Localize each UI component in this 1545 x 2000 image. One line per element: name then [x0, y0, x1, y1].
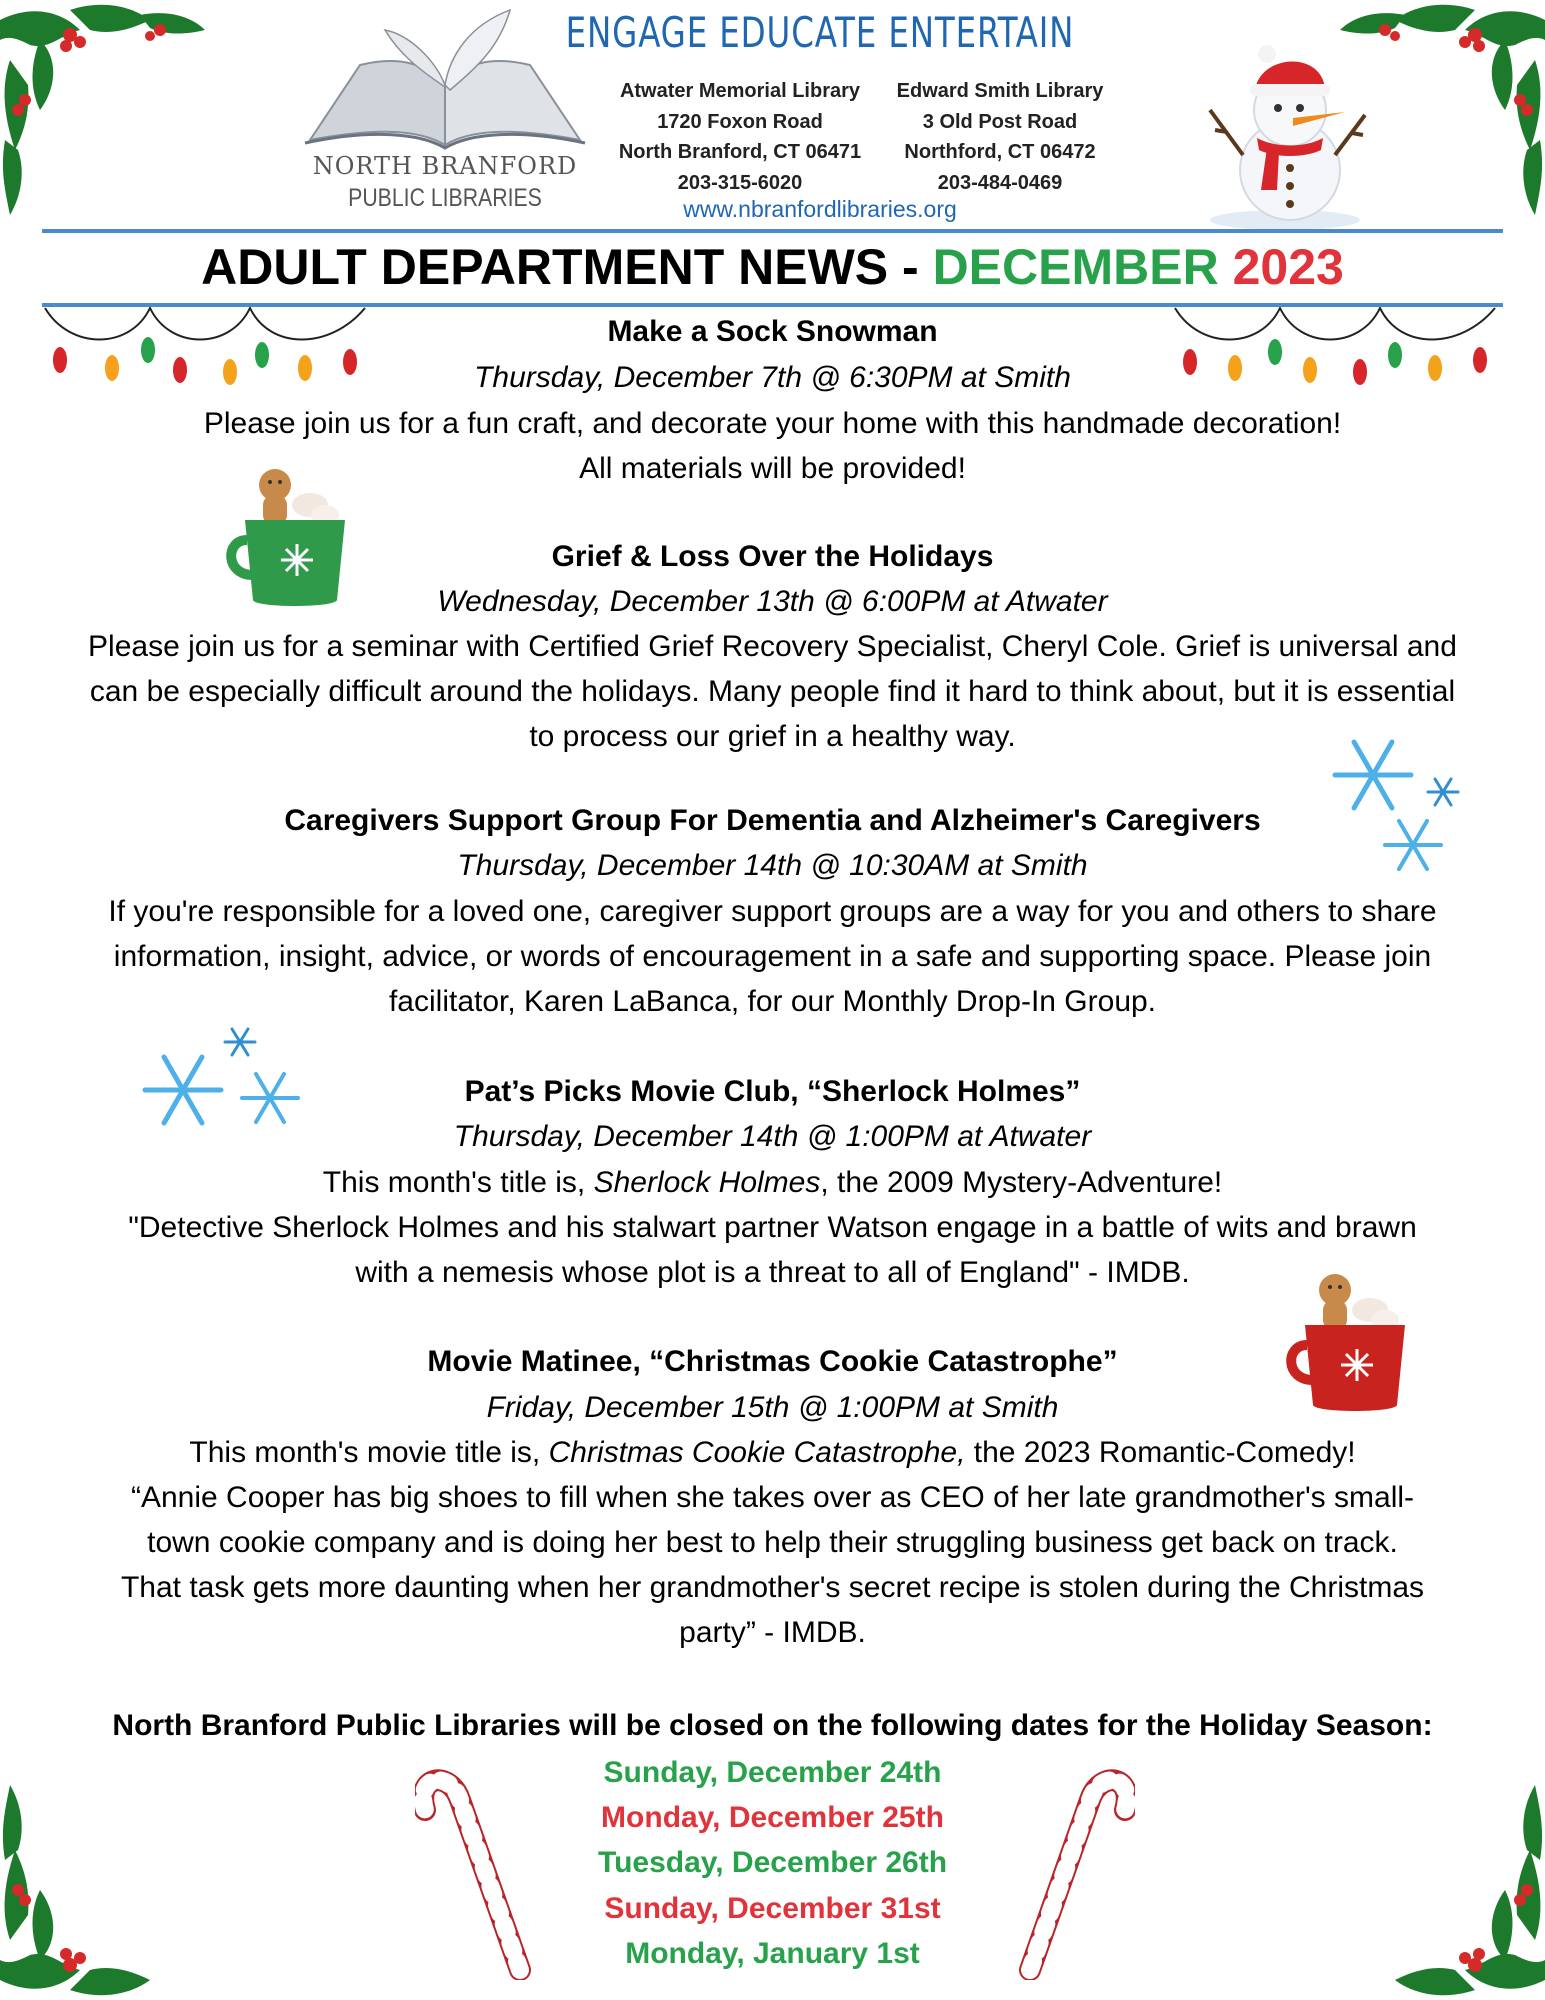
library-name: Atwater Memorial Library	[619, 80, 861, 102]
event-title: Pat’s Picks Movie Club, “Sherlock Holmes”	[464, 1075, 1081, 1108]
divider	[42, 229, 1503, 233]
event-date: Thursday, December 7th @ 6:30PM at Smith	[474, 361, 1071, 394]
closure-date: Sunday, December 24th	[603, 1756, 942, 1789]
event-description	[30, 889, 1515, 1024]
closures-heading: North Branford Public Libraries will be closed on the following dates for the Holiday Season:	[112, 1709, 1433, 1742]
event-line-text: This month's title is,	[322, 1166, 594, 1199]
tagline: ENGAGE EDUCATE ENTERTAIN	[565, 8, 1075, 57]
event-line: Please join us for a seminar with Certified Grief Recovery Specialist, Cheryl Cole. Grief is universal and	[88, 630, 1457, 663]
event-line: with a nemesis whose plot is a threat to all of England" - IMDB.	[355, 1256, 1190, 1289]
headline-prefix: ADULT DEPARTMENT NEWS -	[201, 239, 933, 295]
event-line: party” - IMDB.	[679, 1616, 866, 1649]
page-title	[0, 238, 1545, 296]
event-description	[30, 401, 1515, 491]
event-date: Friday, December 15th @ 1:00PM at Smith	[486, 1391, 1059, 1424]
closure-date: Monday, December 25th	[601, 1801, 944, 1834]
library-address-smith	[850, 76, 1150, 198]
movie-title: Sherlock Holmes	[593, 1166, 821, 1199]
holly-corner-icon	[0, 0, 220, 220]
event-description	[30, 1160, 1515, 1295]
logo-text-line1: NORTH BRANFORD	[312, 152, 578, 180]
event-line	[30, 1430, 1515, 1475]
event-title: Grief & Loss Over the Holidays	[551, 540, 994, 573]
event-date: Wednesday, December 13th @ 6:00PM at Atwater	[437, 585, 1108, 618]
divider	[42, 303, 1503, 307]
closure-date: Monday, January 1st	[625, 1937, 920, 1970]
library-name: Edward Smith Library	[896, 80, 1104, 102]
library-street: 1720 Foxon Road	[657, 110, 823, 133]
library-phone: 203-484-0469	[937, 171, 1063, 194]
closure-date: Sunday, December 31st	[604, 1892, 941, 1925]
headline-year: 2023	[1232, 239, 1344, 295]
website-link[interactable]: www.nbranfordlibraries.org	[683, 196, 957, 222]
event-line: facilitator, Karen LaBanca, for our Monthly Drop-In Group.	[388, 985, 1157, 1018]
event-title: Caregivers Support Group For Dementia and Alzheimer's Caregivers	[284, 804, 1261, 837]
snowman-icon	[1195, 40, 1375, 230]
library-phone: 203-315-6020	[677, 171, 803, 194]
event-line: information, insight, advice, or words of encouragement in a safe and supporting space. Please join	[113, 940, 1432, 973]
library-address-atwater	[590, 76, 890, 198]
event-line: “Annie Cooper has big shoes to fill when she takes over as CEO of her late grandmother's small-	[130, 1481, 1415, 1514]
event-line-text: , the 2009 Mystery-Adventure!	[820, 1166, 1223, 1199]
event-line: town cookie company and is doing her best to help their struggling business get back on track.	[147, 1526, 1398, 1559]
event-line: That task gets more daunting when her grandmother's secret recipe is stolen during the Christmas	[120, 1571, 1425, 1604]
event-description	[30, 624, 1515, 759]
event-line-text: This month's movie title is,	[189, 1436, 549, 1469]
library-city: Northford, CT 06472	[904, 141, 1096, 163]
event-line: Please join us for a fun craft, and decorate your home with this handmade decoration!	[203, 407, 1342, 440]
event-line: If you're responsible for a loved one, caregiver support groups are a way for you and others to share	[108, 895, 1437, 928]
event-date: Thursday, December 14th @ 10:30AM at Smith	[457, 849, 1088, 882]
movie-title: Christmas Cookie Catastrophe,	[548, 1436, 966, 1469]
event-title: Make a Sock Snowman	[607, 315, 938, 348]
event-date: Thursday, December 14th @ 1:00PM at Atwater	[453, 1120, 1092, 1153]
logo-text-line2: PUBLIC LIBRARIES	[348, 184, 542, 212]
event-line: All materials will be provided!	[579, 452, 966, 485]
event-line: to process our grief in a healthy way.	[529, 720, 1016, 753]
event-description	[30, 1430, 1515, 1655]
library-city: North Branford, CT 06471	[618, 141, 862, 163]
event-line: can be especially difficult around the holidays. Many people find it hard to think about, but it is essential	[89, 675, 1456, 708]
event-title: Movie Matinee, “Christmas Cookie Catastrophe”	[427, 1345, 1118, 1378]
closure-date: Tuesday, December 26th	[597, 1846, 948, 1879]
library-street: 3 Old Post Road	[922, 110, 1078, 133]
event-line	[30, 1160, 1515, 1205]
event-line: "Detective Sherlock Holmes and his stalwart partner Watson engage in a battle of wits and brawn	[128, 1211, 1417, 1244]
event-line-text: the 2023 Romantic-Comedy!	[965, 1436, 1356, 1469]
headline-month: DECEMBER	[932, 239, 1219, 295]
